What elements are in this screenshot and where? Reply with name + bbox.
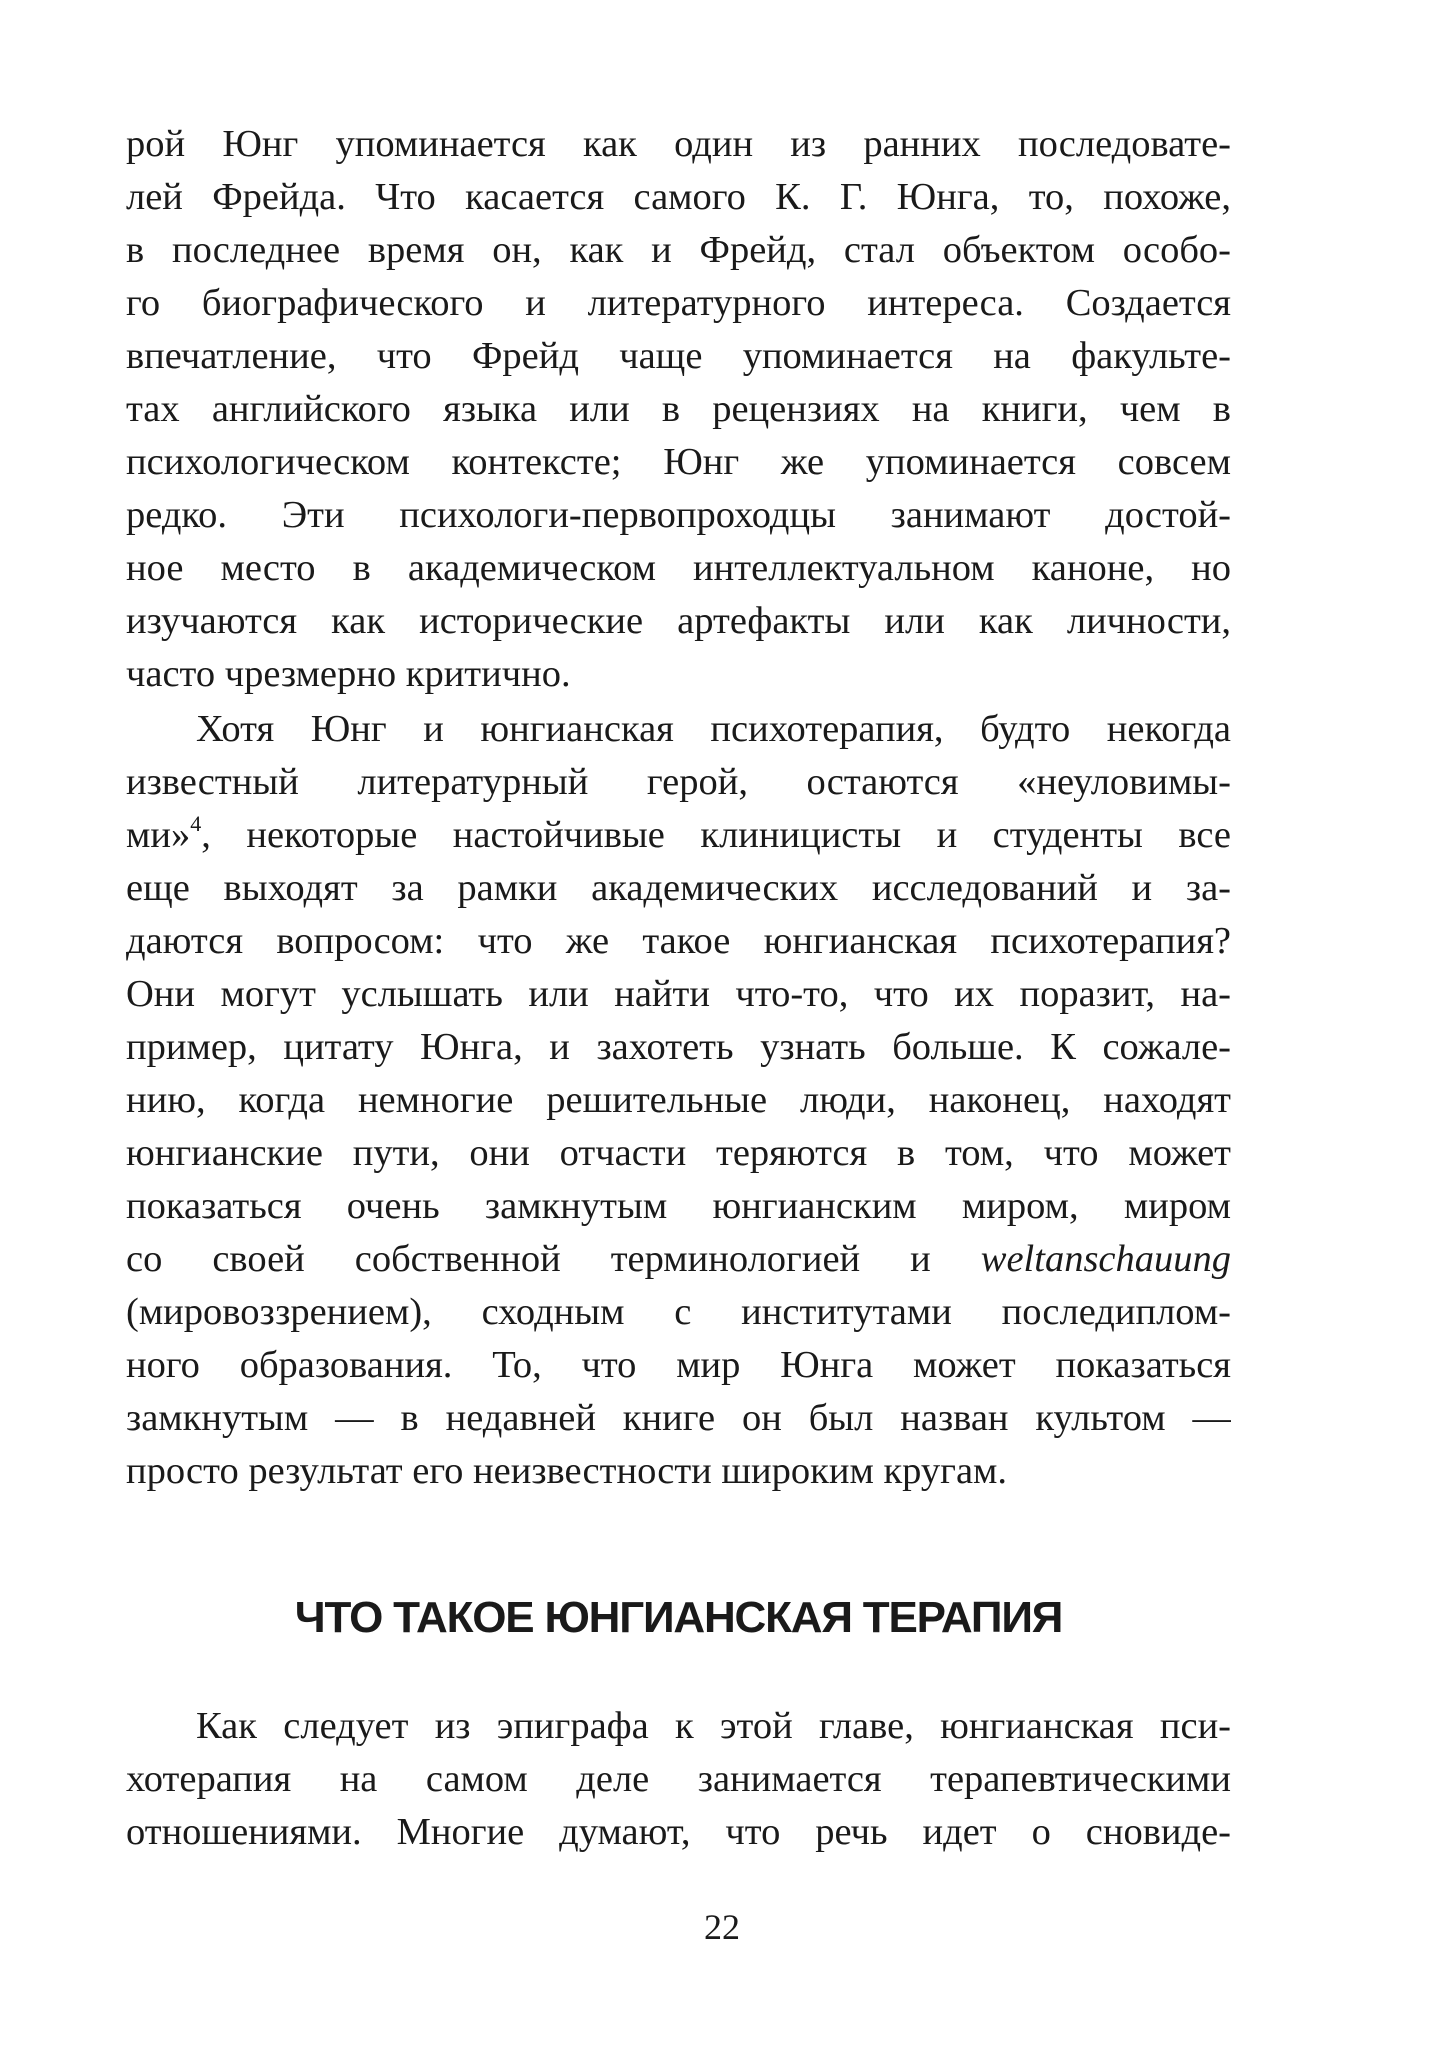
text-line: тах английского языка или в рецензиях на книги, чем в: [126, 388, 1231, 430]
section-heading: ЧТО ТАКОЕ ЮНГИАНСКАЯ ТЕРАПИЯ: [294, 1593, 1063, 1642]
text-line: еще выходят за рамки академических исследований и за-: [126, 867, 1231, 909]
text-line: Хотя Юнг и юнгианская психотерапия, будто некогда: [196, 708, 1231, 750]
text-line: в последнее время он, как и Фрейд, стал объектом особо-: [126, 229, 1231, 271]
text-line: просто результат его неизвестности широким кругам.: [126, 1450, 1008, 1492]
italic-term: weltanschauung: [980, 1238, 1231, 1280]
text-line: Они могут услышать или найти что-то, что их поразит, на-: [126, 973, 1231, 1015]
text-fragment: со своей собственной терминологией и: [126, 1238, 931, 1280]
page-number: 22: [704, 1907, 740, 1947]
text-line-with-italic: [126, 1233, 1231, 1286]
text-line: Как следует из эпиграфа к этой главе, юнгианская пси-: [196, 1705, 1231, 1747]
text-line: показаться очень замкнутым юнгианским миром, миром: [126, 1185, 1231, 1227]
text-line: го биографического и литературного интереса. Создается: [126, 282, 1231, 324]
text-line: нию, когда немногие решительные люди, наконец, находят: [126, 1079, 1231, 1121]
text-line: юнгианские пути, они отчасти теряются в том, что может: [126, 1132, 1231, 1174]
paragraph-2: [126, 703, 1231, 1498]
text-line: даются вопросом: что же такое юнгианская психотерапия?: [126, 920, 1231, 962]
text-line: впечатление, что Фрейд чаще упоминается на факульте-: [126, 335, 1231, 377]
text-fragment: ми»: [126, 814, 191, 856]
text-line: известный литературный герой, остаются «неуловимы-: [126, 761, 1231, 803]
text-line: изучаются как исторические артефакты или как личности,: [126, 600, 1231, 642]
text-line: (мировоззрением), сходным с институтами последиплом-: [126, 1291, 1231, 1333]
text-line: хотерапия на самом деле занимается терапевтическими: [126, 1758, 1231, 1800]
text-line: редко. Эти психологи-первопроходцы занимают достой-: [126, 494, 1231, 536]
paragraph-3: [126, 1700, 1231, 1859]
text-line-with-footnote: [126, 809, 1231, 862]
text-fragment: , некоторые настойчивые клиницисты и студенты все: [201, 814, 1231, 856]
text-line: ного образования. То, что мир Юнга может показаться: [126, 1344, 1231, 1386]
text-line: отношениями. Многие думают, что речь идет о сновиде-: [126, 1811, 1231, 1853]
paragraph-1: [126, 118, 1231, 701]
text-line: лей Фрейда. Что касается самого К. Г. Юнга, то, похоже,: [126, 176, 1231, 218]
text-line: часто чрезмерно критично.: [126, 653, 571, 695]
footnote-reference: 4: [190, 811, 202, 836]
text-line: психологическом контексте; Юнг же упоминается совсем: [126, 441, 1231, 483]
text-line: ное место в академическом интеллектуальном каноне, но: [126, 547, 1231, 589]
text-line: пример, цитату Юнга, и захотеть узнать больше. К сожале-: [126, 1026, 1231, 1068]
text-line: рой Юнг упоминается как один из ранних последовате-: [126, 123, 1231, 165]
text-line: замкнутым — в недавней книге он был назван культом —: [126, 1397, 1231, 1439]
